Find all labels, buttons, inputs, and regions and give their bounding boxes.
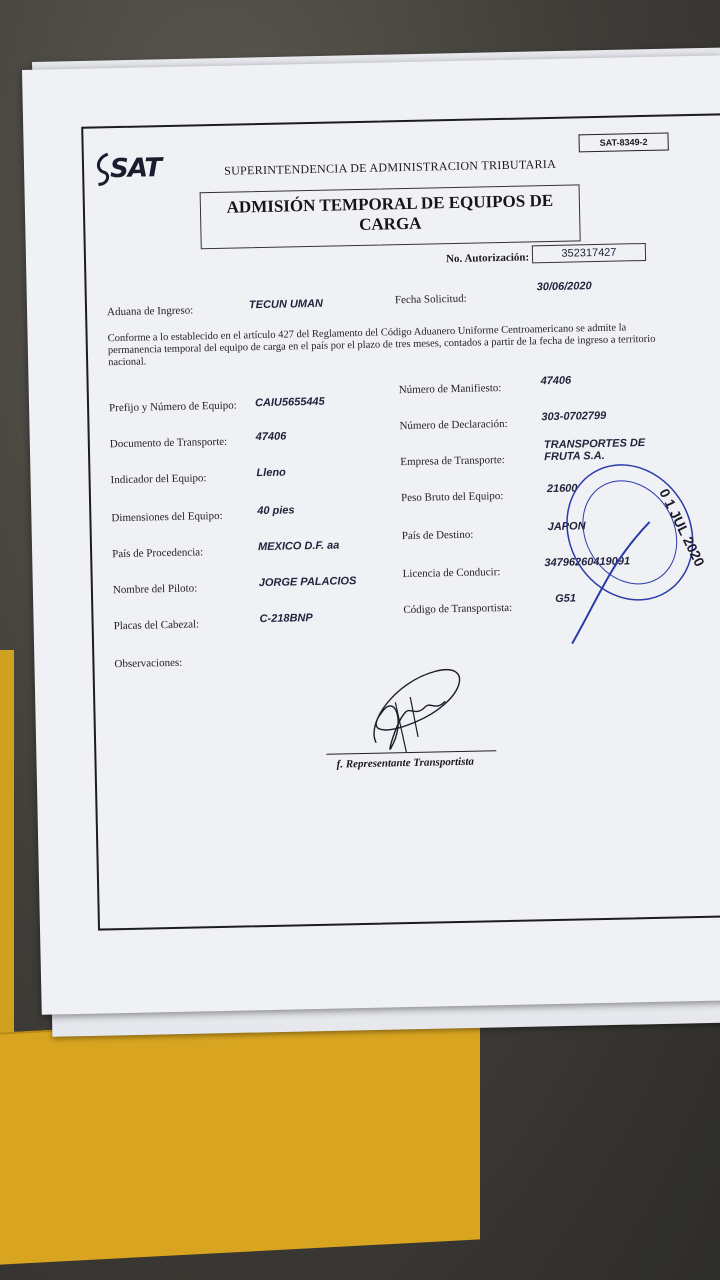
field-label-placas: Placas del Cabezal: [113,618,200,633]
field-label-peso: Peso Bruto del Equipo: [400,490,504,505]
observaciones-label: Observaciones: [114,656,183,671]
authorization-label: No. Autorización: [445,251,530,266]
title-line-2: CARGA [358,213,422,234]
field-value-declaracion: 303-0702799 [541,409,607,424]
field-value-documento: 47406 [255,430,287,444]
background-yellow-edge [0,650,14,1050]
aduana-value: TECUN UMAN [248,297,324,312]
field-label-piloto: Nombre del Piloto: [112,582,198,597]
agency-name: SUPERINTENDENCIA DE ADMINISTRACION TRIBUTARIA [224,156,557,178]
field-value-licencia: 34796260419091 [544,555,631,570]
field-value-dimensiones: 40 pies [257,504,295,518]
field-label-licencia: Licencia de Conducir: [402,566,501,581]
document-title [200,184,581,249]
aduana-label: Aduana de Ingreso: [106,304,194,319]
field-label-documento: Documento de Transporte: [109,435,228,451]
field-label-equipo: Prefijo y Número de Equipo: [108,399,237,415]
title-line-1: ADMISIÓN TEMPORAL DE EQUIPOS DE [226,190,554,217]
field-label-procedencia: País de Procedencia: [112,546,204,561]
field-label-dimensiones: Dimensiones del Equipo: [111,509,223,525]
handwritten-signature [334,660,496,763]
document-sheet [22,55,720,1014]
signature-label: f. Representante Transportista [336,755,475,771]
field-label-destino: País de Destino: [401,528,474,543]
field-value-procedencia: MEXICO D.F. aa [257,539,340,554]
field-value-peso: 21600 [546,482,578,496]
field-value-equipo: CAIU5655445 [254,395,325,410]
fecha-label: Fecha Solicitud: [394,292,467,307]
form-code: SAT-8349-2 [578,132,668,152]
field-value-empresa-2: FRUTA S.A. [544,449,605,464]
authorization-number: 352317427 [532,243,646,263]
field-value-empresa: TRANSPORTES DE [543,437,646,452]
background-yellow-surface [0,1007,480,1264]
field-label-empresa: Empresa de Transporte: [400,453,505,469]
fecha-value: 30/06/2020 [536,280,592,294]
legal-paragraph: Conforme a lo establecido en el artículo 427 del Reglamento del Código Aduanero Uniforme Centroamericano se admite la permanencia temporal del equipo de carga en el país por el plazo de tres meses, contados a partir de la fecha de ingreso a territorio nacional. [107,322,656,369]
customs-stamp [538,450,720,654]
field-value-manifiesto: 47406 [540,374,572,388]
field-value-piloto: JORGE PALACIOS [258,575,357,590]
field-value-destino: JAPON [547,520,586,534]
sat-logo [94,151,171,197]
field-label-indicador: Indicador del Equipo: [110,472,207,487]
field-value-placas: C-218BNP [259,612,313,626]
field-label-declaracion: Número de Declaración: [399,417,508,433]
field-value-indicador: Lleno [256,466,286,480]
field-label-codigo: Código de Transportista: [403,601,513,617]
field-value-codigo: G51 [555,592,577,605]
stamp-date: 0 1 JUL 2020 [656,486,708,569]
logo-text: SAT [109,153,162,185]
field-label-manifiesto: Número de Manifiesto: [398,382,502,397]
